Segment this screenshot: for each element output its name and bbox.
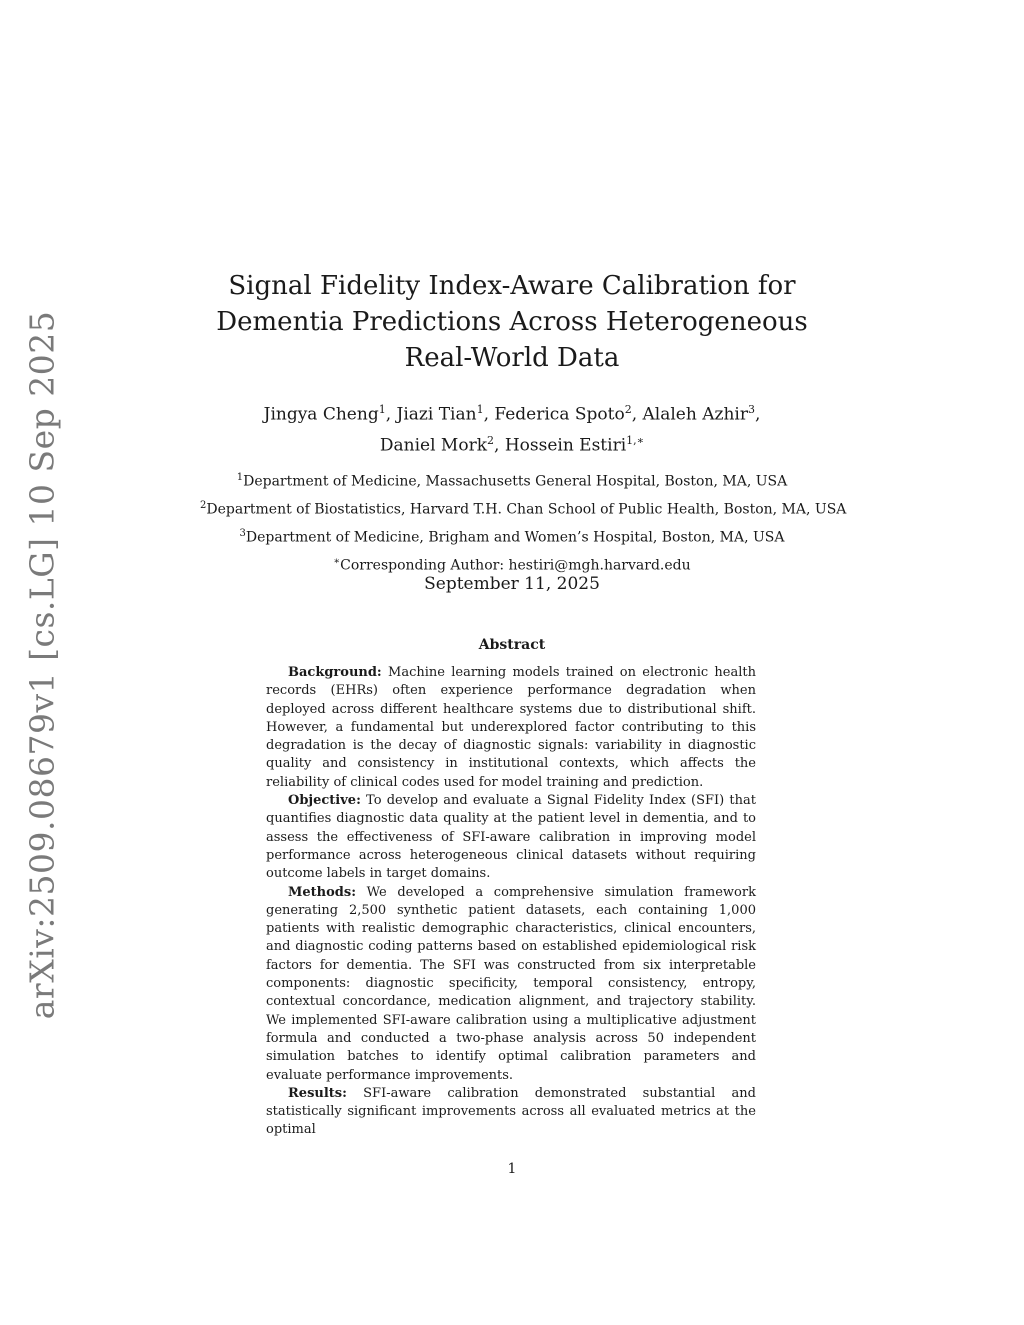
- author-name: Jiazi Tian: [396, 404, 477, 425]
- author-name: Jingya Cheng: [263, 404, 379, 425]
- author-list: [212, 397, 812, 458]
- author-affiliation-mark: 1,∗: [626, 433, 645, 447]
- title-line: Dementia Predictions Across Heterogeneous: [216, 307, 808, 337]
- affiliation-text: Department of Medicine, Massachusetts General Hospital, Boston, MA, USA: [243, 473, 788, 490]
- author-name: Alaleh Azhir: [642, 404, 748, 425]
- author-affiliation-mark: 2: [624, 403, 632, 416]
- author-name: Federica Spoto: [494, 404, 625, 425]
- arxiv-identifier-text: arXiv:2509.08679v1 [cs.LG] 10 Sep 2025: [22, 310, 62, 1020]
- abstract-paragraph-results: [266, 1085, 756, 1140]
- abstract-body: [266, 664, 756, 1140]
- publication-date: September 11, 2025: [424, 574, 600, 594]
- abstract-paragraph-methods: [266, 884, 756, 1085]
- abstract-paragraph-objective: [266, 792, 756, 883]
- affiliation-mark: ∗: [333, 556, 341, 568]
- affiliation-mark: 3: [239, 528, 246, 540]
- abstract-label: Objective:: [288, 793, 361, 809]
- corresponding-author-text: Corresponding Author: hestiri@mgh.harvard.edu: [340, 558, 691, 575]
- arxiv-identifier: [0, 0, 60, 1325]
- abstract-label: Methods:: [288, 884, 356, 900]
- author-separator: ,: [385, 404, 397, 425]
- abstract-label: Results:: [288, 1085, 347, 1101]
- author-name: Daniel Mork: [379, 435, 487, 456]
- affiliation-mark: 1: [236, 472, 244, 483]
- abstract-text: SFI-aware calibration demonstrated substantial and statistically significant improvements across all evaluated metrics at the optimal: [266, 1085, 756, 1138]
- title-line: Real-World Data: [404, 343, 620, 373]
- author-affiliation-mark: 1: [378, 403, 386, 416]
- affiliation-text: Department of Biostatistics, Harvard T.H. Chan School of Public Health, Boston, MA, USA: [206, 501, 847, 518]
- abstract-text: We developed a comprehensive simulation framework generating 2,500 synthetic patient datasets, each containing 1,000 patients with realistic demographic characteristics, clinical encounters, and diagnostic coding patterns based on established epidemiological risk factors for dementia. The SFI was constructed from six interpretable components: diagnostic specificity, temporal consistency, entropy, contextual concordance, medication alignment, and trajectory stability. We implemented SFI-aware calibration using a multiplicative adjustment formula and conducted a two-phase analysis across 50 independent simulation batches to identify optimal calibration parameters and evaluate performance improvements.: [266, 884, 756, 1083]
- author-line: [212, 428, 812, 459]
- abstract-heading: Abstract: [478, 637, 546, 653]
- affiliation-list: [200, 466, 847, 579]
- affiliation-item: [200, 522, 824, 550]
- author-line: [212, 397, 812, 428]
- affiliation-item: [200, 466, 824, 494]
- page-number: 1: [507, 1161, 517, 1177]
- author-affiliation-mark: 3: [747, 403, 755, 416]
- author-separator: ,: [631, 404, 643, 425]
- abstract-text: Machine learning models trained on electronic health records (EHRs) often experience performance degradation when deployed across different healthcare systems due to distributional shift. However, a fundamental but underexplored factor contributing to this degradation is the decay of diagnostic signals: variability in diagnostic quality and consistency in institutional contexts, which affects the reliability of clinical codes used for model training and prediction.: [266, 665, 756, 790]
- paper-title: [212, 268, 812, 376]
- abstract-label: Background:: [288, 665, 382, 680]
- author-separator: ,: [494, 435, 505, 456]
- affiliation-mark: 2: [200, 500, 207, 512]
- author-affiliation-mark: 1: [476, 403, 484, 416]
- abstract-text: To develop and evaluate a Signal Fidelity Index (SFI) that quantifies diagnostic data quality at the patient level in dementia, and to assess the effectiveness of SFI-aware calibration in improving model performance across heterogeneous clinical datasets without requiring outcome labels in target domains.: [266, 793, 756, 882]
- affiliation-item: [200, 494, 847, 522]
- title-line: Signal Fidelity Index-Aware Calibration for: [228, 271, 796, 301]
- author-separator: ,: [754, 404, 761, 425]
- author-name: Hossein Estiri: [504, 435, 627, 456]
- affiliation-text: Department of Medicine, Brigham and Women’s Hospital, Boston, MA, USA: [245, 529, 785, 546]
- author-separator: ,: [483, 404, 495, 425]
- author-affiliation-mark: 2: [487, 433, 494, 447]
- abstract-paragraph-background: [266, 664, 756, 792]
